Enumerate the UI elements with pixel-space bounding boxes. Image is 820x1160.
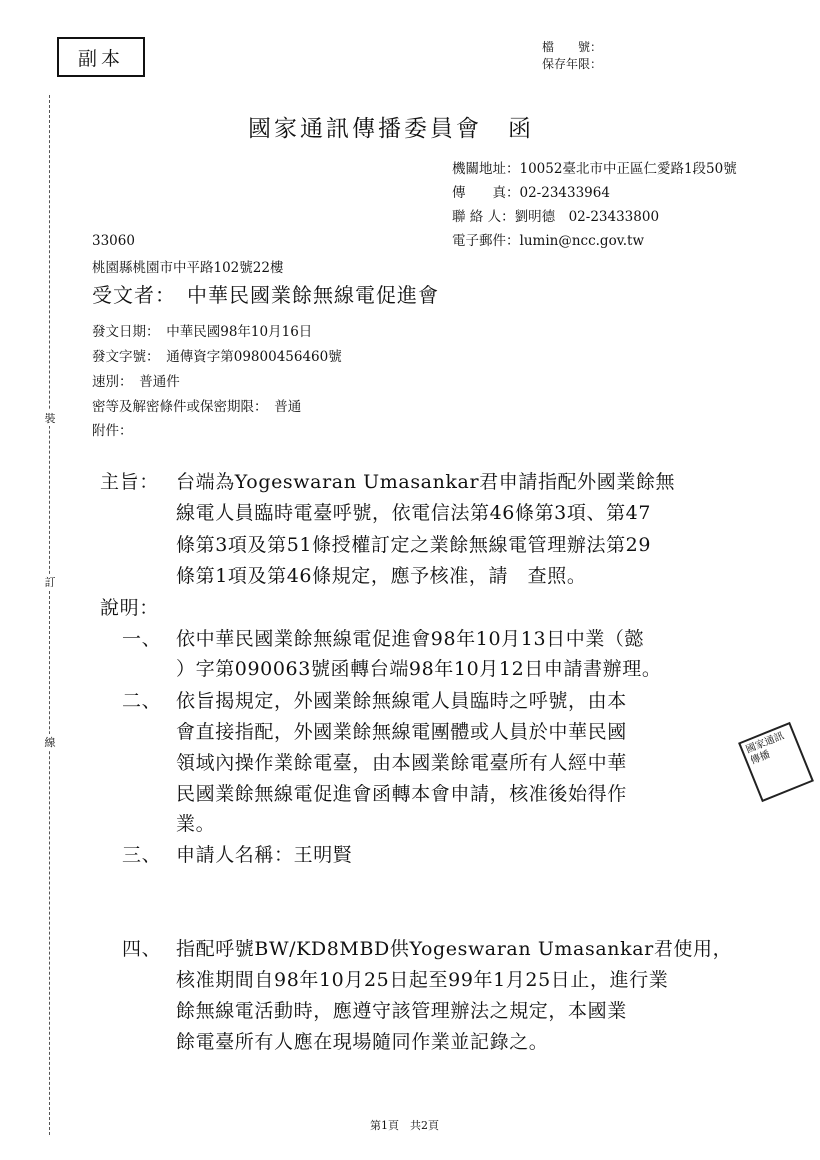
item-number: 三、 [122,844,162,866]
item-line: 依中華民國業餘無線電促進會98年10月13日中業（懿 [176,628,645,650]
item-line: 會直接指配，外國業餘無線電團體或人員於中華民國 [176,721,627,743]
item-number: 四、 [122,938,162,960]
copy-stamp-box [57,37,145,77]
receiver-address: 桃園縣桃園市中平路102號22樓 [92,260,284,276]
item-line: 指配呼號BW/KD8MBD供Yogeswaran Umasankar君使用， [176,938,733,960]
binding-mark-bind: 裝 [42,410,58,426]
item-line: ）字第090063號函轉台端98年10月12日申請書辦理。 [176,658,662,680]
item-number: 一、 [122,628,162,650]
received-stamp [738,722,814,802]
attachment-label: 附件： [92,423,133,439]
retention-period-label: 保存年限： [542,57,603,71]
item-line: 核准期間自98年10月25日起至99年1月25日止，進行業 [176,969,669,991]
subject-line: 線電人員臨時電臺呼號，依電信法第46條第3項、第47 [176,502,652,524]
document-title: 國家通訊傳播委員會 函 [248,116,534,142]
issue-date: 發文日期： 中華民國98年10月16日 [92,324,313,340]
item-line: 領域內操作業餘電臺，由本國業餘電臺所有人經中華 [176,752,627,774]
item-line: 餘無線電活動時，應遵守該管理辦法之規定，本國業 [176,1000,627,1022]
subject-line: 條第1項及第46條規定，應予核准，請 查照。 [176,565,587,587]
item-line: 民國業餘無線電促進會函轉本會申請，核准後始得作 [176,783,627,805]
subject-line: 條第3項及第51條授權訂定之業餘無線電管理辦法第29 [176,534,652,556]
receiver-postal-code: 33060 [92,233,135,249]
file-number-label: 檔 號： [542,40,603,54]
security-level: 密等及解密條件或保密期限： 普通 [92,399,302,415]
document-number: 發文字號： 通傳資字第09800456460號 [92,349,342,365]
sender-email: 電子郵件：lumin@ncc.gov.tw [452,233,644,249]
subject-label: 主旨： [100,471,159,493]
copy-label: 副本 [77,47,124,70]
sender-contact: 聯 絡 人：劉明德 02-23433800 [452,209,660,225]
item-line: 依旨揭規定，外國業餘無線電人員臨時之呼號，由本 [176,690,627,712]
subject-line: 台端為Yogeswaran Umasankar君申請指配外國業餘無 [176,471,676,493]
binding-line [49,95,50,1135]
sender-fax: 傳 真：02-23433964 [452,185,610,201]
sender-address: 機關地址：10052臺北市中正區仁愛路1段50號 [452,161,737,177]
stamp-text: 國家通訊傳播 [744,730,786,767]
applicant-name: 申請人名稱：王明賢 [176,844,353,866]
page-number: 第1頁 共2頁 [370,1119,439,1132]
item-line: 業。 [176,813,216,835]
item-number: 二、 [122,690,162,712]
explanation-label: 說明： [100,597,159,619]
binding-mark-line: 線 [42,734,58,750]
binding-mark-staple: 訂 [42,574,58,590]
delivery-speed: 速別： 普通件 [92,374,180,390]
receiver-line: 受文者： 中華民國業餘無線電促進會 [92,283,439,307]
item-line: 餘電臺所有人應在現場隨同作業並記錄之。 [176,1031,549,1053]
